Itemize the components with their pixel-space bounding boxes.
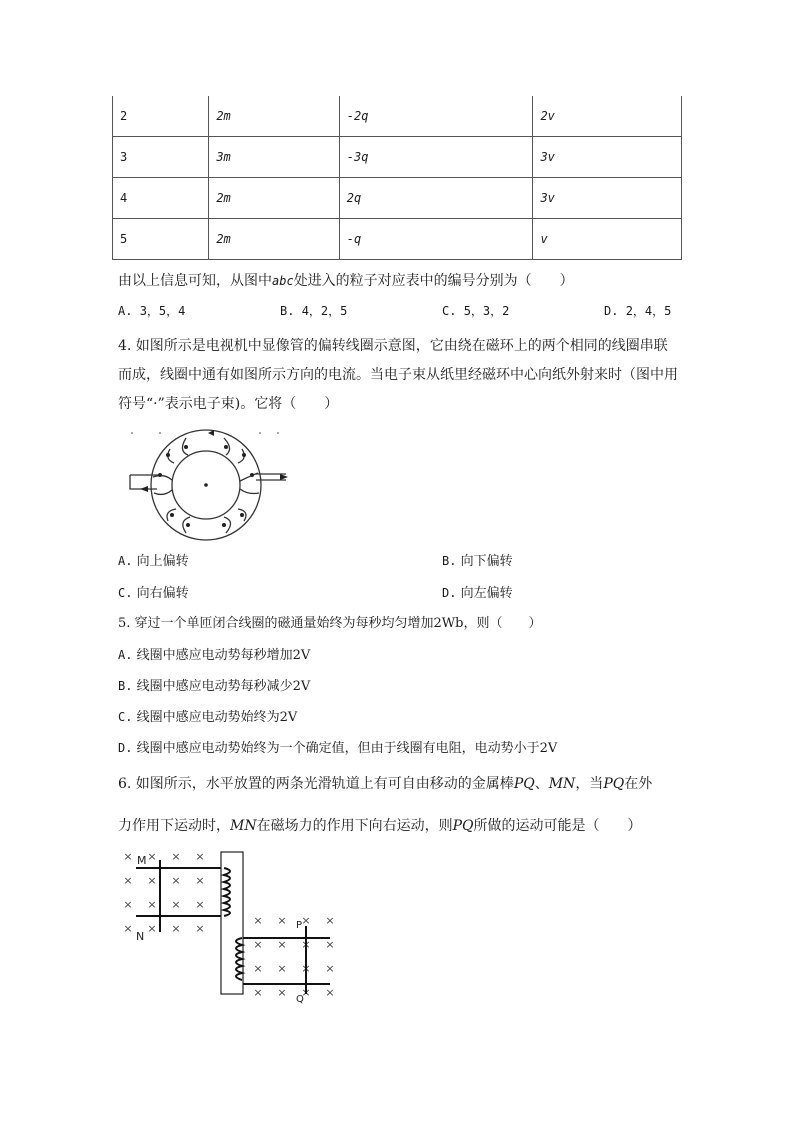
q3-option-b[interactable]	[280, 302, 347, 319]
winding-top-left	[168, 438, 188, 463]
q6-stem-part: 在磁场力的作用下向右运动，则	[256, 818, 453, 834]
field-mark: ×	[277, 914, 287, 927]
field-marks-left	[123, 850, 204, 935]
label-m: M	[137, 854, 147, 867]
table-cell-q: 2q	[339, 178, 533, 219]
q5-option-d[interactable]	[118, 737, 557, 756]
field-mark: ×	[301, 962, 311, 975]
q6-stem-part: 6. 如图所示，水平放置的两条光滑轨道上有可自由移动的金属棒	[118, 776, 514, 792]
field-mark: ×	[123, 922, 133, 935]
current-arrow-in	[140, 486, 148, 492]
field-marks-right	[253, 914, 334, 999]
option-text: 线圈中感应电动势始终为2V	[136, 710, 298, 725]
q6-stem-part: 力作用下运动时，	[118, 818, 230, 834]
option-key: A.	[118, 648, 133, 662]
field-mark: ×	[325, 986, 335, 999]
table-row	[113, 96, 682, 137]
particle-table-body	[113, 96, 682, 260]
table-cell-q: -q	[339, 219, 533, 260]
q3-option-d[interactable]	[604, 302, 671, 319]
rod-pq-label: PQ	[603, 776, 625, 792]
q4-option-c[interactable]	[118, 582, 189, 601]
field-mark: ×	[147, 874, 157, 887]
field-mark: ×	[277, 938, 287, 951]
table-cell-m: 3m	[209, 137, 339, 178]
field-mark: ×	[171, 922, 181, 935]
q5-stem: 5. 穿过一个单匝闭合线圈的磁通量始终为每秒均匀增加2Wb，则（ ）	[118, 616, 542, 631]
field-mark: ×	[123, 898, 133, 911]
label-p: P	[296, 920, 303, 931]
table-cell-v: 3v	[533, 137, 682, 178]
particle-table	[112, 96, 682, 260]
field-mark: ×	[171, 850, 181, 863]
q4-option-d[interactable]	[442, 582, 513, 601]
table-row	[113, 137, 682, 178]
rod-mn-label: MN	[230, 818, 257, 834]
winding-side-right	[240, 473, 259, 494]
option-text: 向上偏转	[136, 554, 189, 569]
q3-prompt-pre: 由以上信息可知，从图中	[118, 273, 272, 289]
table-cell-q: -3q	[339, 137, 533, 178]
field-mark: ×	[195, 922, 205, 935]
option-text: 4，2，5	[301, 304, 348, 318]
field-mark: ×	[301, 986, 311, 999]
table-cell-v: 2v	[533, 96, 682, 137]
field-mark: ×	[277, 986, 287, 999]
rod-mn-label: MN	[548, 776, 576, 792]
rails-magnetic-field-figure	[118, 848, 338, 1008]
option-text: 2，4，5	[625, 304, 672, 318]
q3-entry-points: abc	[272, 274, 294, 288]
table-cell-m: 2m	[209, 219, 339, 260]
field-mark: ×	[171, 898, 181, 911]
field-mark: ×	[253, 986, 263, 999]
option-key: D.	[604, 304, 619, 318]
q4-option-b[interactable]	[442, 550, 513, 569]
field-mark: ×	[147, 922, 157, 935]
field-mark: ×	[301, 938, 311, 951]
rod-pq-label: PQ	[452, 818, 474, 834]
option-key: D.	[118, 741, 133, 755]
field-mark: ×	[195, 898, 205, 911]
deflection-coil-figure	[120, 425, 300, 545]
option-key: A.	[118, 554, 133, 568]
q3-option-c[interactable]	[442, 302, 509, 319]
q3-option-a[interactable]	[118, 302, 185, 319]
rod-pq-label: PQ	[513, 776, 535, 792]
q4-stem-line-2: 而成，线圈中通有如图所示方向的电流。当电子束从纸里经磁环中心向纸外射来时（图中用	[118, 367, 678, 383]
q5-option-a[interactable]	[118, 644, 310, 663]
option-key: C.	[442, 304, 457, 318]
field-mark: ×	[171, 874, 181, 887]
q5-option-c[interactable]	[118, 706, 297, 725]
winding-side-left	[153, 476, 172, 495]
table-cell-no: 2	[113, 96, 209, 137]
current-arrow-out	[280, 474, 288, 480]
q3-answer-prompt	[118, 270, 574, 290]
table-cell-no: 4	[113, 178, 209, 219]
q6-stem-part: 在外	[624, 776, 653, 792]
current-arrow-top	[208, 430, 214, 436]
option-key: D.	[442, 586, 457, 600]
table-cell-v: v	[533, 219, 682, 260]
option-key: C.	[118, 586, 133, 600]
option-text: 线圈中感应电动势每秒增加2V	[136, 648, 311, 663]
field-mark: ×	[325, 962, 335, 975]
option-key: B.	[280, 304, 295, 318]
field-mark: ×	[253, 938, 263, 951]
option-key: C.	[118, 710, 133, 724]
field-mark: ×	[123, 850, 133, 863]
option-text: 5，3，2	[463, 304, 510, 318]
field-mark: ×	[195, 874, 205, 887]
q5-option-b[interactable]	[118, 675, 310, 694]
table-cell-no: 3	[113, 137, 209, 178]
field-mark: ×	[325, 914, 335, 927]
option-text: 线圈中感应电动势每秒减少2V	[136, 679, 311, 694]
option-text: 向右偏转	[136, 586, 189, 601]
table-cell-q: -2q	[339, 96, 533, 137]
field-mark: ×	[325, 938, 335, 951]
table-row	[113, 219, 682, 260]
q6-stem-part: 所做的运动可能是（ ）	[473, 818, 642, 834]
label-n: N	[136, 930, 145, 943]
table-row	[113, 178, 682, 219]
table-cell-m: 2m	[209, 178, 339, 219]
option-text: 线圈中感应电动势始终为一个确定值，但由于线圈有电阻，电动势小于2V	[136, 741, 558, 756]
q6-stem-part: ，当	[575, 776, 604, 792]
electron-beam-dot	[204, 483, 208, 487]
q6-separator: 、	[534, 776, 549, 792]
winding-bottom-right	[224, 509, 246, 533]
q6-stem-line-2	[118, 815, 642, 835]
field-mark: ×	[123, 874, 133, 887]
table-cell-v: 3v	[533, 178, 682, 219]
option-key: B.	[442, 554, 457, 568]
option-key: A.	[118, 304, 133, 318]
q4-stem-line-1: 4. 如图所示是电视机中显像管的偏转线圈示意图，它由绕在磁环上的两个相同的线圈串联	[118, 338, 668, 354]
field-mark: ×	[147, 850, 157, 863]
field-mark: ×	[253, 962, 263, 975]
option-text: 向下偏转	[460, 554, 513, 569]
winding-top-right	[224, 438, 244, 463]
field-mark: ×	[301, 914, 311, 927]
field-mark: ×	[195, 850, 205, 863]
option-text: 向左偏转	[460, 586, 513, 601]
table-cell-m: 2m	[209, 96, 339, 137]
option-key: B.	[118, 679, 133, 693]
field-mark: ×	[147, 898, 157, 911]
field-mark: ×	[277, 962, 287, 975]
q4-stem-line-3: 符号“·”表示电子束)。它将（ ）	[118, 396, 339, 412]
q4-option-a[interactable]	[118, 550, 189, 569]
table-cell-no: 5	[113, 219, 209, 260]
q6-stem-line-1	[118, 773, 652, 793]
q3-prompt-post: 处进入的粒子对应表中的编号分别为（ ）	[293, 273, 574, 289]
label-q: Q	[296, 994, 304, 1005]
option-text: 3，5，4	[139, 304, 186, 318]
field-mark: ×	[253, 914, 263, 927]
